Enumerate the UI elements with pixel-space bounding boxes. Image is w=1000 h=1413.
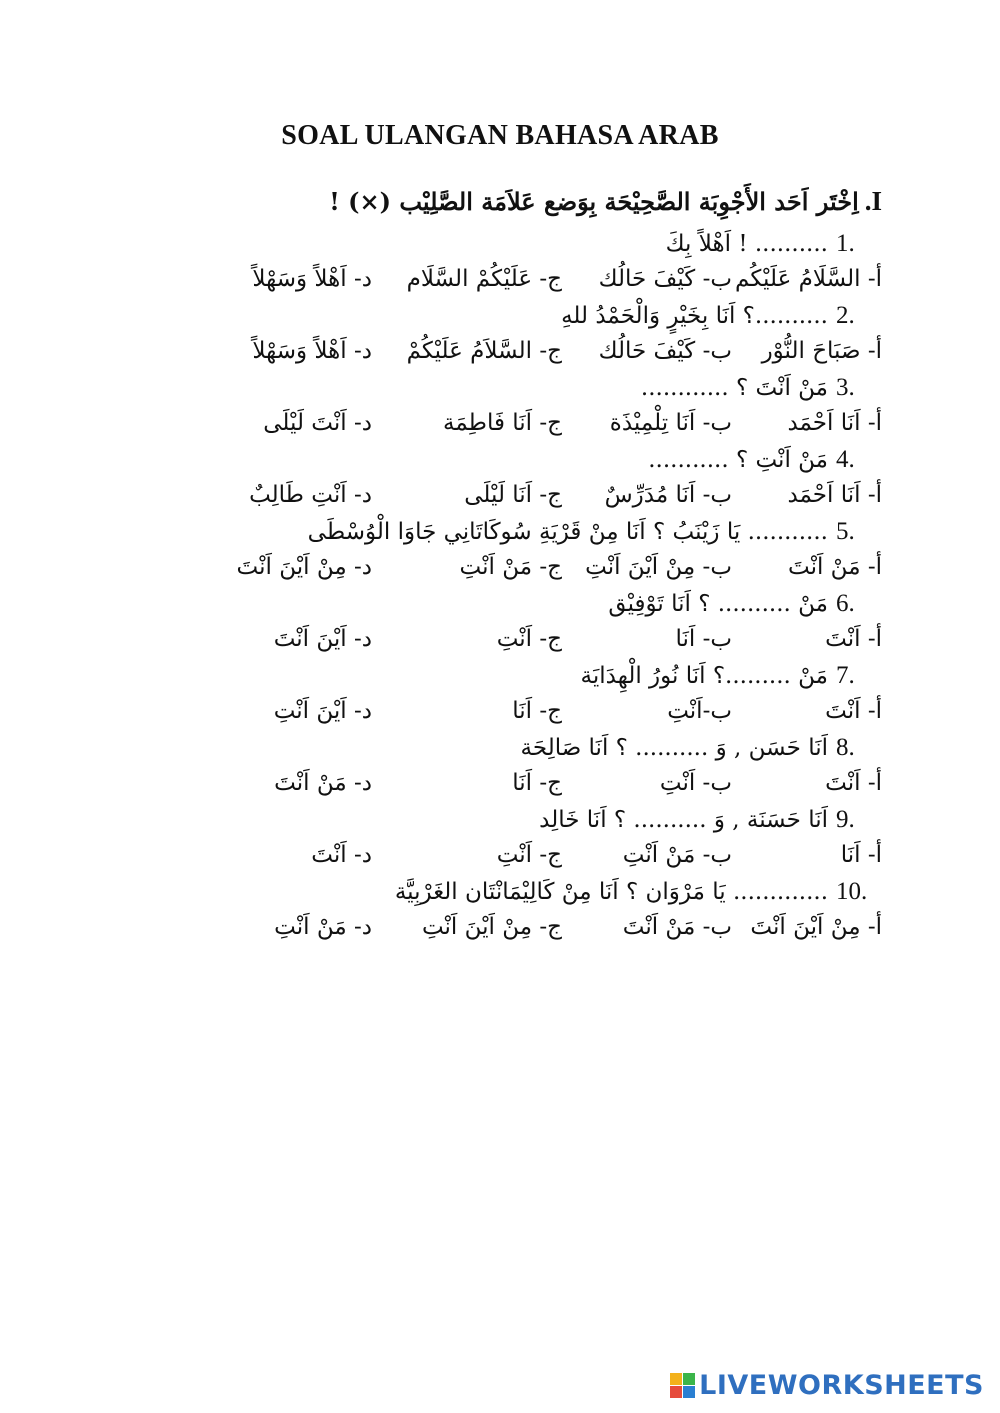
instruction xyxy=(329,186,882,217)
option-c[interactable]: ج- اَنَا فَاطِمَة xyxy=(443,410,562,436)
option-d[interactable]: د- اَنْتِ طَالِبٌ xyxy=(249,482,372,508)
option-c[interactable]: ج- اَنْتِ xyxy=(496,842,562,868)
question-text: .......... ! اَهْلاً بِكَ xyxy=(665,231,828,257)
option-d[interactable]: د- اَنْتَ لَيْلَى xyxy=(263,410,372,436)
logo-badge-icon xyxy=(670,1373,695,1398)
option-c[interactable]: ج- اَنْتِ xyxy=(496,626,562,652)
option-a[interactable]: أ- اَنَا xyxy=(840,842,882,868)
option-d[interactable]: د- اَيْنَ اَنْتَ xyxy=(273,626,372,652)
option-d[interactable]: د- اَنْتَ xyxy=(311,842,372,868)
option-d[interactable]: د- اَيْنَ اَنْتِ xyxy=(273,698,372,724)
option-b[interactable]: ب- اَنَا مُدَرِّسٌ xyxy=(604,482,732,508)
option-c[interactable]: ج- مِنْ اَيْنَ اَنْتِ xyxy=(421,914,562,940)
logo-text: LIVEWORKSHEETS xyxy=(699,1369,984,1401)
question-text: ........... يَا زَيْنَبُ ؟ اَنَا مِنْ قَرْيَةِ سُوكَاتَانِي جَاوَا الْوُسْطَى xyxy=(307,519,828,545)
question-number: 2. xyxy=(836,302,855,329)
liveworksheets-logo xyxy=(670,1367,984,1403)
option-d[interactable]: د- مِنْ اَيْنَ اَنْتَ xyxy=(236,554,372,580)
option-a[interactable]: أ- اَنْتَ xyxy=(825,626,882,652)
option-b[interactable]: ب- مِنْ اَيْنَ اَنْتِ xyxy=(585,554,732,580)
question-number: 7. xyxy=(836,662,855,689)
option-a[interactable]: أ- اَنْتَ xyxy=(825,698,882,724)
question-9 xyxy=(162,804,882,876)
option-b[interactable]: ب- كَيْفَ حَالُك xyxy=(598,266,732,292)
question-number: 4. xyxy=(836,446,855,473)
question-text: ............. يَا مَرْوَان ؟ اَنَا مِنْ كَالِيْمَانْتَان الغَرْبِيَّة xyxy=(394,879,828,905)
question-list xyxy=(162,228,882,948)
option-b[interactable]: ب- اَنَا xyxy=(675,626,732,652)
question-5 xyxy=(162,516,882,588)
option-b[interactable]: ب- اَنْتِ xyxy=(659,770,732,796)
instruction-text: اِخْتَر اَحَد الأَجْوِبَة الصَّحِيْحَة بِوَضع عَلاَمَة الصَّلِيْب (×) ! xyxy=(329,187,859,216)
question-number: 1. xyxy=(836,230,855,257)
question-text: مَنْ .........؟ اَنَا نُورُ الْهِدَايَة xyxy=(580,663,828,689)
question-10 xyxy=(162,876,882,948)
question-3 xyxy=(162,372,882,444)
question-text: اَنَا حَسَن , وَ .......... ؟ اَنَا صَالِحَة xyxy=(520,735,828,761)
option-b[interactable]: ب- مَنْ اَنْتَ xyxy=(622,914,732,940)
question-7 xyxy=(162,660,882,732)
option-b[interactable]: ب- كَيْفَ حَالُك xyxy=(598,338,732,364)
option-a[interactable]: أ- اَنَا اَحْمَد xyxy=(787,410,882,436)
option-d[interactable]: د- اَهْلاً وَسَهْلاً xyxy=(252,338,372,364)
question-2 xyxy=(162,300,882,372)
option-c[interactable]: ج- مَنْ اَنْتِ xyxy=(459,554,562,580)
question-number: 3. xyxy=(836,374,855,401)
question-number: 6. xyxy=(836,590,855,617)
section-number: I. xyxy=(864,186,882,216)
question-number: 9. xyxy=(836,806,855,833)
page-title: SOAL ULANGAN BAHASA ARAB xyxy=(281,120,719,151)
option-c[interactable]: ج- السَّلاَمُ عَلَيْكُمْ xyxy=(406,338,562,364)
option-c[interactable]: ج- عَلَيْكُمْ السَّلَام xyxy=(406,266,562,292)
question-number: 5. xyxy=(836,518,855,545)
option-d[interactable]: د- مَنْ اَنْتَ xyxy=(274,770,372,796)
question-number: 10. xyxy=(836,878,868,905)
question-4 xyxy=(162,444,882,516)
option-d[interactable]: د- مَنْ اَنْتِ xyxy=(274,914,372,940)
question-text: مَنْ اَنْتَ ؟ ............ xyxy=(640,375,828,401)
option-b[interactable]: ب-اَنْتِ xyxy=(667,698,732,724)
option-c[interactable]: ج- اَنَا xyxy=(512,698,562,724)
question-8 xyxy=(162,732,882,804)
option-c[interactable]: ج- اَنَا xyxy=(512,770,562,796)
question-6 xyxy=(162,588,882,660)
question-text: ..........؟ اَنَا بِخَيْرٍ وَالْحَمْدُ للهِ xyxy=(561,303,828,329)
question-1 xyxy=(162,228,882,300)
option-d[interactable]: د- اَهْلاً وَسَهْلاً xyxy=(252,266,372,292)
option-a[interactable]: أ- مَنْ اَنْتَ xyxy=(788,554,882,580)
option-b[interactable]: ب- مَنْ اَنْتِ xyxy=(622,842,732,868)
option-a[interactable]: أ- السَّلَامُ عَلَيْكُم xyxy=(735,266,882,292)
question-number: 8. xyxy=(836,734,855,761)
question-text: مَنْ اَنْتِ ؟ ........... xyxy=(648,447,828,473)
option-a[interactable]: أ- مِنْ اَيْنَ اَنْتَ xyxy=(750,914,882,940)
question-text: اَنَا حَسَنَة , وَ .......... ؟ اَنَا خَالِد xyxy=(539,807,828,833)
option-a[interactable]: أ- اَنَا اَحْمَد xyxy=(787,482,882,508)
option-c[interactable]: ج- اَنَا لَيْلَى xyxy=(464,482,562,508)
question-text: مَنْ .......... ؟ اَنَا تَوْفِيْق xyxy=(608,591,828,617)
option-b[interactable]: ب- اَنَا تِلْمِيْذَة xyxy=(609,410,732,436)
option-a[interactable]: أ- اَنْتَ xyxy=(825,770,882,796)
option-a[interactable]: أ- صَبَاحَ النُّوْر xyxy=(761,338,882,364)
